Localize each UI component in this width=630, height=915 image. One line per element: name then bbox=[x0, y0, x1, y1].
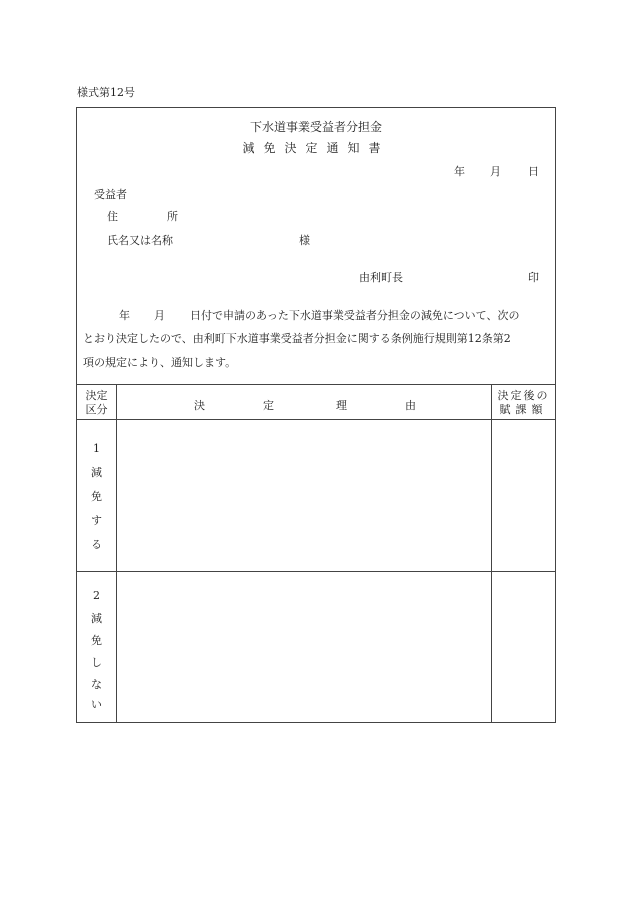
seal-mark: 印 bbox=[528, 271, 539, 284]
header-post-decision-amount-line1: 決定後の bbox=[497, 389, 550, 402]
notice-form bbox=[76, 107, 556, 723]
row2-label-char-4: な bbox=[91, 678, 102, 691]
body-line3: 項の規定により、通知します。 bbox=[83, 356, 237, 369]
honorific: 様 bbox=[299, 234, 310, 247]
form-subtitle: 減免決定通知書 bbox=[242, 141, 390, 155]
header-decision-category bbox=[77, 389, 116, 417]
table-top-rule bbox=[77, 384, 555, 385]
table-header-rule bbox=[77, 419, 555, 420]
row1-label-char-2: 免 bbox=[91, 490, 102, 503]
header-reason-char-2: 定 bbox=[263, 399, 274, 412]
header-decision-category-line2: 区分 bbox=[85, 403, 108, 416]
issuer-name: 由利町長 bbox=[359, 271, 403, 284]
row2-label-char-2: 免 bbox=[91, 634, 102, 647]
form-number: 様式第12号 bbox=[77, 86, 135, 99]
body-month: 月 bbox=[154, 309, 165, 322]
row1-label-char-4: る bbox=[91, 538, 102, 551]
date-year-label: 年 bbox=[454, 165, 465, 178]
name-label: 氏名又は名称 bbox=[107, 234, 173, 247]
row2-label-char-5: い bbox=[91, 698, 102, 711]
header-decision-category-line1: 決定 bbox=[85, 389, 108, 402]
date-month-label: 月 bbox=[490, 165, 501, 178]
table-row-divider bbox=[77, 571, 555, 572]
table-col-divider-2 bbox=[491, 384, 492, 722]
recipient-label: 受益者 bbox=[94, 188, 127, 201]
row2-label-char-3: し bbox=[91, 656, 102, 669]
header-reason-char-4: 由 bbox=[405, 399, 416, 412]
row1-number: 1 bbox=[93, 442, 100, 455]
header-reason-char-1: 決 bbox=[194, 399, 205, 412]
table-col-divider-1 bbox=[116, 384, 117, 722]
date-day-label: 日 bbox=[528, 165, 539, 178]
row2-label-char-1: 減 bbox=[91, 612, 102, 625]
row2-number: 2 bbox=[93, 589, 100, 602]
header-post-decision-amount bbox=[492, 389, 555, 417]
address-label-part2: 所 bbox=[167, 210, 178, 223]
row1-label-char-3: す bbox=[91, 514, 102, 527]
row1-label-char-1: 減 bbox=[91, 466, 102, 479]
form-title: 下水道事業受益者分担金 bbox=[249, 120, 382, 134]
header-reason-char-3: 理 bbox=[336, 399, 347, 412]
body-line1: 日付で申請のあった下水道事業受益者分担金の減免について、次の bbox=[190, 309, 520, 322]
body-line2: とおり決定したので、由利町下水道事業受益者分担金に関する条例施行規則第12条第2 bbox=[83, 332, 511, 345]
body-year: 年 bbox=[119, 309, 130, 322]
address-label-part1: 住 bbox=[107, 210, 118, 223]
header-post-decision-amount-line2: 賦課額 bbox=[499, 403, 548, 416]
